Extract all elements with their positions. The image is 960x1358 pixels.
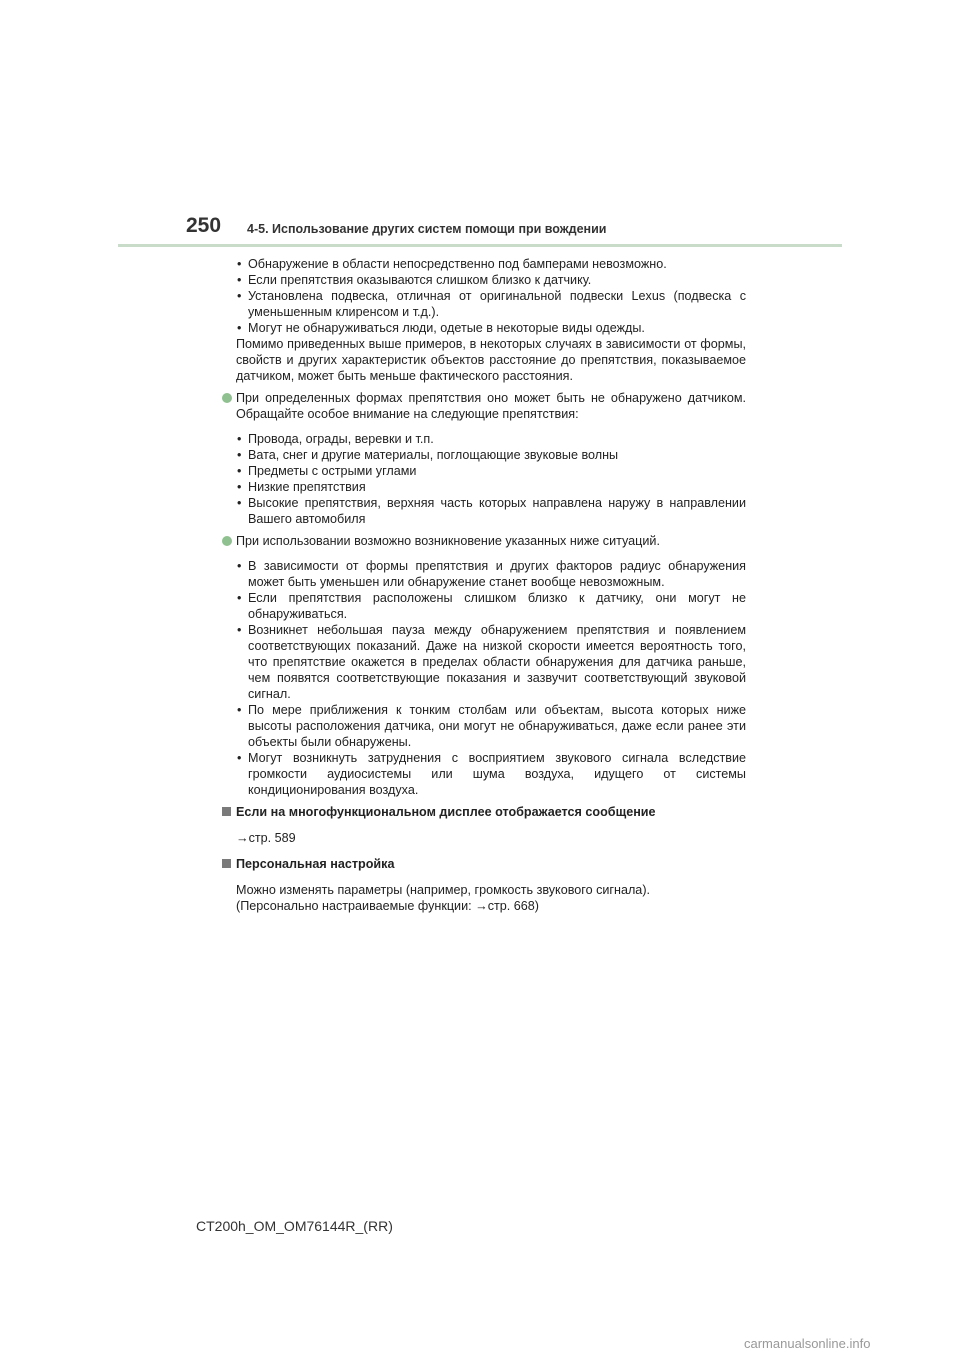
watermark: carmanualsonline.info (744, 1336, 871, 1351)
bullet-item: • Могут не обнаруживаться люди, одетые в некоторые виды одежды. (222, 320, 746, 336)
bullet-item: • В зависимости от формы препятствия и других факторов радиус обнаружения может быть уменьшен или обнаружение станет вообще невозможным. (222, 558, 746, 590)
bullet-item: • По мере приближения к тонким столбам или объектам, высота которых ниже высоты расположения датчика, они могут не обнаруживаться, даже если ранее эти объекты были обнаружены. (222, 702, 746, 750)
page-reference: →стр. 589 (236, 831, 296, 845)
page-number: 250 (186, 214, 222, 237)
square-bullet-icon (222, 859, 231, 868)
list-item (222, 390, 746, 422)
header-divider (118, 244, 842, 247)
bullet-item: • Установлена подвеска, отличная от оригинальной подвески Lexus (подвеска с уменьшенным клиренсом и т.д.). (222, 288, 746, 320)
paragraph: Можно изменять параметры (например, громкость звукового сигнала). (236, 883, 651, 897)
square-bullet-icon (222, 807, 231, 816)
page-content (222, 256, 746, 914)
document-code: CT200h_OM_OM76144R_(RR) (196, 1218, 393, 1234)
bullet-item: • Провода, ограды, веревки и т.п. (222, 431, 746, 447)
list-item-text: При использовании возможно возникновение указанных ниже ситуаций. (236, 534, 660, 548)
section-heading (222, 856, 746, 872)
green-dot-icon (222, 393, 232, 403)
bullet-list (222, 558, 746, 798)
section-title: 4-5. Использование других систем помощи при вождении (247, 222, 607, 236)
paragraph: (Персонально настраиваемые функции: →стр. 668) (236, 899, 539, 913)
bullet-item: • Если препятствия оказываются слишком близко к датчику. (222, 272, 746, 288)
section-heading-text: Персональная настройка (236, 857, 395, 871)
list-item-text: При определенных формах препятствия оно может быть не обнаружено датчиком. Обращайте особое внимание на следующие препятствия: (236, 391, 746, 421)
bullet-item: • Высокие препятствия, верхняя часть которых направлена наружу в направлении Вашего автомобиля (222, 495, 746, 527)
bullet-item: • Могут возникнуть затруднения с восприятием звукового сигнала вследствие громкости аудиосистемы или шума воздуха, идущего от системы кондиционирования воздуха. (222, 750, 746, 798)
section-heading-text: Если на многофункциональном дисплее отображается сообщение (236, 805, 656, 819)
bullet-item: • Обнаружение в области непосредственно под бамперами невозможно. (222, 256, 746, 272)
green-dot-icon (222, 536, 232, 546)
bullet-item: • Низкие препятствия (222, 479, 746, 495)
paragraph: Помимо приведенных выше примеров, в некоторых случаях в зависимости от формы, свойств и других характеристик объектов расстояние до препятствия, показываемое датчиком, может быть меньше фактического расстояния. (236, 337, 746, 383)
list-item (222, 533, 746, 549)
bullet-item: • Если препятствия расположены слишком близко к датчику, они могут не обнаруживаться. (222, 590, 746, 622)
bullet-item: • Возникнет небольшая пауза между обнаружением препятствия и появлением соответствующих показаний. Даже на низкой скорости имеется вероятность того, что препятствие окажется в пределах области обнаружения для датчика раньше, чем появятся соответствующие показания и зазвучит соответствующий звуковой сигнал. (222, 622, 746, 702)
bullet-item: • Предметы с острыми углами (222, 463, 746, 479)
bullet-list (222, 431, 746, 527)
section-heading (222, 804, 746, 820)
bullet-list (222, 256, 746, 336)
bullet-item: • Вата, снег и другие материалы, поглощающие звуковые волны (222, 447, 746, 463)
